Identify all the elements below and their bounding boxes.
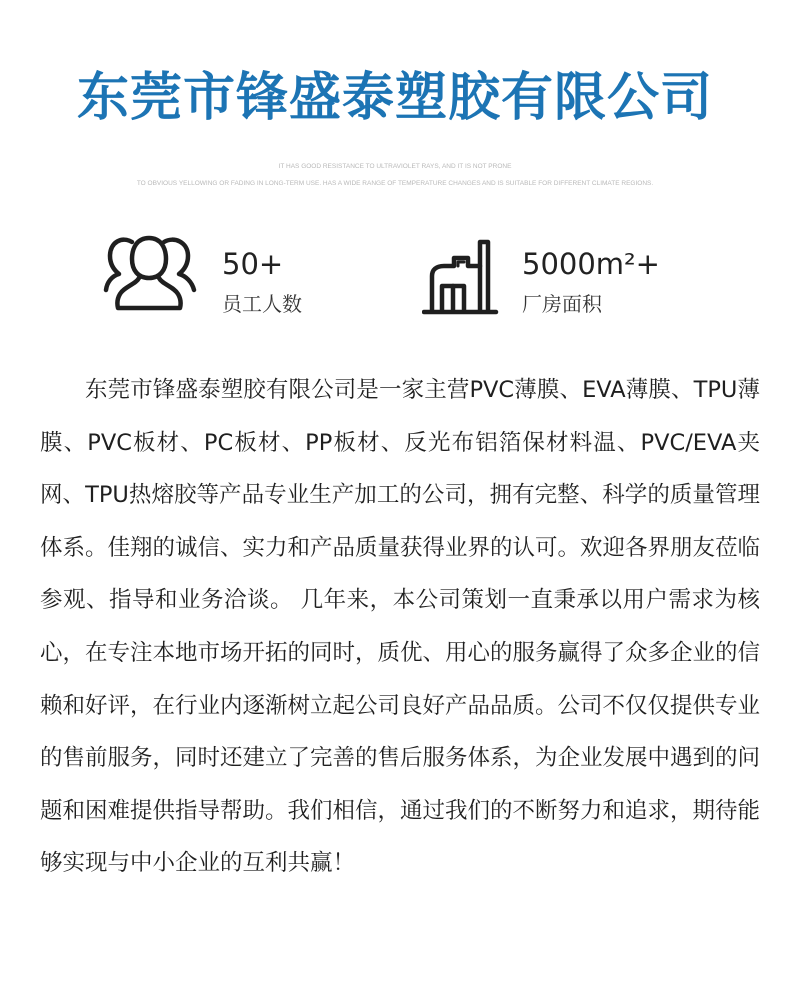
factory-icon <box>422 232 502 322</box>
english-subtitle-line-1: IT HAS GOOD RESISTANCE TO ULTRAVIOLET RAYS, AND IT IS NOT PRONE <box>278 163 512 170</box>
people-icon <box>102 232 198 320</box>
english-subtitle-line-2: TO OBVIOUS YELLOWING OR FADING IN LONG-TERM USE. HAS A WIDE RANGE OF TEMPERATURE CHANGES AND IS SUITABLE FOR DIFFERENT CLIMATE REGIONS. <box>136 180 654 187</box>
company-introduction: 东莞市锋盛泰塑胶有限公司是一家主营PVC薄膜、EVA薄膜、TPU薄膜、PVC板材、PC板材、PP板材、反光布铝箔保材料温、PVC/EVA夹网、TPU热熔胶等产品专业生产加工的公司，拥有完整、科学的质量管理体系。佳翔的诚信、实力和产品质量获得业界的认可。欢迎各界朋友莅临参观、指导和业务洽谈。 几年来，本公司策划一直秉承以用户需求为核心，在专注本地市场开拓的同时，质优、用心的服务赢得了众多企业的信赖和好评，在行业内逐渐树立起公司良好产品品质。公司不仅仅提供专业的售前服务，同时还建立了完善的售后服务体系，为企业发展中遇到的问题和困难提供指导帮助。我们相信，通过我们的不断努力和追求，期待能够实现与中小企业的互利共赢！ <box>40 377 761 877</box>
stat-factory-area <box>422 232 722 324</box>
stat-factory-area-value: 5000m²+ <box>522 247 660 281</box>
stat-factory-area-label: 厂房面积 <box>522 292 602 316</box>
stat-employees-value: 50+ <box>222 247 284 281</box>
stat-employees <box>102 232 362 324</box>
company-title: 东莞市锋盛泰塑胶有限公司 <box>76 68 713 128</box>
stat-employees-label: 员工人数 <box>222 292 302 316</box>
